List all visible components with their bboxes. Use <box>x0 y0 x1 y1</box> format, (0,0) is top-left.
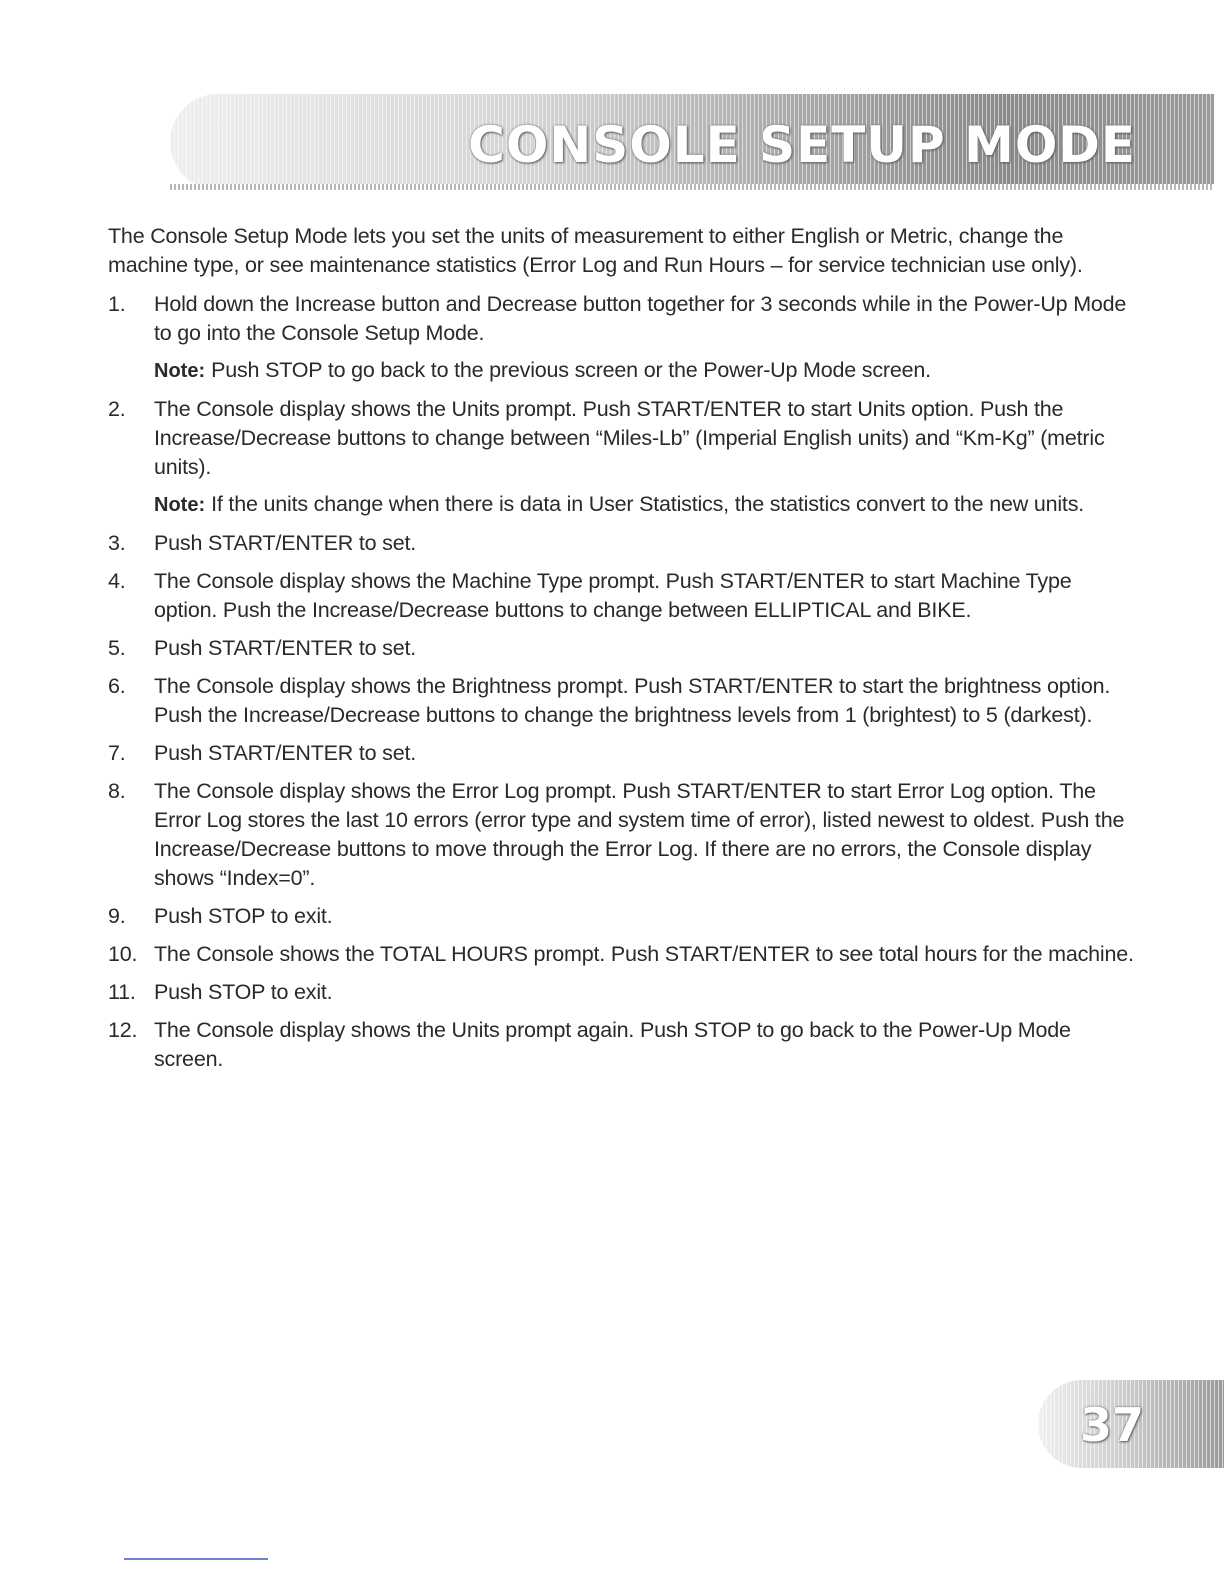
list-item <box>108 567 1138 625</box>
main-content <box>108 222 1138 1083</box>
note-label: Note: <box>154 494 206 516</box>
step-number: 8. <box>108 779 126 803</box>
list-item <box>108 290 1138 386</box>
step-text: The Console shows the TOTAL HOURS prompt. Push START/ENTER to see total hours for the machine. <box>154 942 1134 966</box>
steps-list <box>108 290 1138 1074</box>
step-number: 2. <box>108 397 126 421</box>
step-text: The Console display shows the Brightness prompt. Push START/ENTER to start the brightness option. Push the Increase/Decrease buttons to change the brightness levels from 1 (brightest) to 5 (darkest). <box>154 674 1111 727</box>
step-number: 4. <box>108 569 126 593</box>
step-number: 6. <box>108 674 126 698</box>
list-item <box>108 777 1138 893</box>
note <box>154 356 1138 386</box>
note-text: Push STOP to go back to the previous screen or the Power-Up Mode screen. <box>211 358 931 382</box>
page-number-tab <box>1038 1380 1224 1468</box>
step-text: The Console display shows the Error Log prompt. Push START/ENTER to start Error Log option. The Error Log stores the last 10 errors (error type and system time of error), listed newest to oldest. Push the Increase/Decrease buttons to move through the Error Log. If there are no errors, the Console display shows “Index=0”. <box>154 779 1125 890</box>
page-title: CONSOLE SETUP MODE <box>468 116 1136 174</box>
list-item <box>108 395 1138 520</box>
list-item <box>108 739 1138 768</box>
step-text: Push START/ENTER to set. <box>154 531 417 555</box>
step-text: Push STOP to exit. <box>154 904 333 928</box>
note-label: Note: <box>154 360 206 382</box>
step-text: The Console display shows the Machine Type prompt. Push START/ENTER to start Machine Type option. Push the Increase/Decrease buttons to change between ELLIPTICAL and BIKE. <box>154 569 1072 622</box>
page-number: 37 <box>1080 1398 1145 1452</box>
step-number: 11. <box>108 980 136 1004</box>
step-text: Hold down the Increase button and Decrease button together for 3 seconds while in the Power-Up Mode to go into the Console Setup Mode. <box>154 292 1127 345</box>
intro-paragraph: The Console Setup Mode lets you set the units of measurement to either English or Metric, change the machine type, or see maintenance statistics (Error Log and Run Hours – for service technician use only). <box>108 224 1083 277</box>
list-item <box>108 672 1138 730</box>
list-item <box>108 902 1138 931</box>
note-text: If the units change when there is data in User Statistics, the statistics convert to the new units. <box>211 492 1085 516</box>
step-number: 12. <box>108 1018 138 1042</box>
list-item <box>108 529 1138 558</box>
step-number: 3. <box>108 531 126 555</box>
step-number: 5. <box>108 636 126 660</box>
step-text: The Console display shows the Units prompt again. Push STOP to go back to the Power-Up Mode screen. <box>154 1018 1071 1071</box>
list-item <box>108 978 1138 1007</box>
step-number: 7. <box>108 741 126 765</box>
step-text: Push START/ENTER to set. <box>154 636 417 660</box>
footer-divider <box>124 1558 268 1560</box>
list-item <box>108 1016 1138 1074</box>
list-item <box>108 634 1138 663</box>
note <box>154 490 1138 520</box>
step-text: Push STOP to exit. <box>154 980 333 1004</box>
step-number: 10. <box>108 942 138 966</box>
header-banner <box>170 94 1214 190</box>
step-text: The Console display shows the Units prompt. Push START/ENTER to start Units option. Push the Increase/Decrease buttons to change between “Miles-Lb” (Imperial English units) and “Km-Kg” (metric units). <box>154 397 1105 479</box>
step-number: 9. <box>108 904 126 928</box>
step-text: Push START/ENTER to set. <box>154 741 417 765</box>
list-item <box>108 940 1138 969</box>
step-number: 1. <box>108 292 126 316</box>
